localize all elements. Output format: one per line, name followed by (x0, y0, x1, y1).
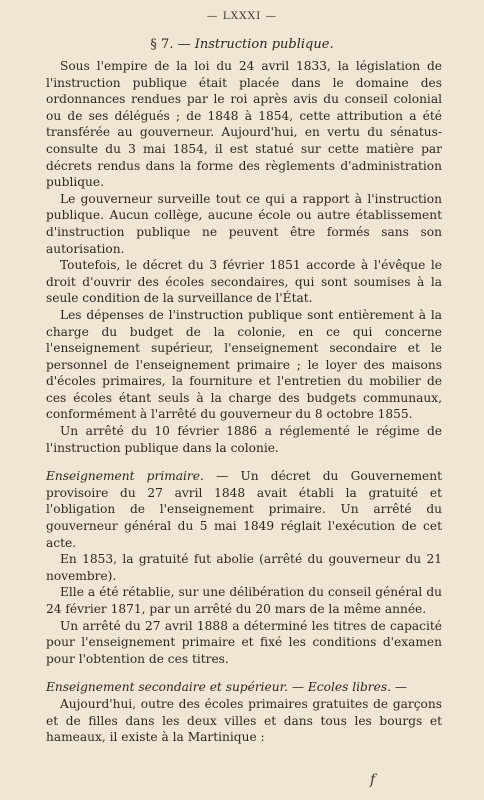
page-number: — LXXXI — (206, 10, 278, 22)
paragraph: En 1853, la gratuité fut abolie (arrêté du gouverneur du 21 novembre). (46, 552, 442, 583)
primary-heading: Enseignement primaire. (46, 469, 204, 484)
section-number: § 7. — (150, 37, 191, 52)
paragraph: Un arrêté du 10 février 1886 a réglementé le régime de l'instruction publique dans la colonie. (46, 424, 442, 455)
paragraph: Sous l'empire de la loi du 24 avril 1833, la législation de l'instruction publique était placée dans le domaine des ordonnances rendues par le roi après avis du conseil colonial ou de ses délégués ; de 1848 à 1854, cette attribution a été transférée au gouverneur. Aujourd'hui, en vertu du sénatus-consulte du 3 mai 1854, il est statué sur cette matière par décrets rendus dans la forme des règlements d'administration publique. (46, 59, 442, 190)
signature-mark: f (370, 772, 376, 788)
primary-education-section (46, 468, 442, 667)
primary-first-text: — Un décret du Gouvernement provisoire du 27 avril 1848 avait établi la gratuité et l'obligation de l'enseignement primaire. Un arrêté du gouverneur général du 5 mai 1849 réglait l'exécution de cet acte. (46, 469, 443, 550)
paragraph: Un arrêté du 27 avril 1888 a déterminé les titres de capacité pour l'enseignement primaire et fixé les conditions d'examen pour l'obtention de ces titres. (46, 618, 442, 666)
paragraph: Le gouverneur surveille tout ce qui a rapport à l'instruction publique. Aucun collège, aucune école ou autre établissement d'instruction publique ne peuvent être formés sans son autorisation. (46, 191, 442, 256)
secondary-heading-line (46, 679, 442, 696)
paragraph: Elle a été rétablie, sur une délibération du conseil général du 24 février 1871, par un arrêté du 20 mars de la même année. (46, 585, 442, 616)
secondary-dash: — (394, 680, 408, 695)
secondary-heading: Enseignement secondaire et supérieur. — Ecoles libres. (46, 680, 391, 695)
primary-first-paragraph (46, 468, 442, 551)
paragraph: Les dépenses de l'instruction publique sont entièrement à la charge du budget de la colonie, en ce qui concerne l'enseignement supérieur, l'enseignement secondaire et le personnel de l'enseignement primaire ; le loyer des maisons d'écoles primaires, la fourniture et l'entretien du mobilier de ces écoles étant seuls à la charge des budgets communaux, conformément à l'arrêté du gouverneur du 8 octobre 1855. (46, 307, 442, 422)
secondary-education-section (46, 679, 442, 745)
section-title (0, 37, 484, 52)
paragraph: Toutefois, le décret du 3 février 1851 accorde à l'évêque le droit d'ouvrir des écoles secondaires, qui sont soumises à la seule condition de la surveillance de l'État. (46, 258, 442, 306)
section-name: Instruction publique. (194, 37, 334, 52)
paragraph: Aujourd'hui, outre des écoles primaires gratuites de garçons et de filles dans les deux villes et dans tous les bourgs et hameaux, il existe à la Martinique : (46, 696, 442, 745)
body-text (46, 58, 442, 746)
